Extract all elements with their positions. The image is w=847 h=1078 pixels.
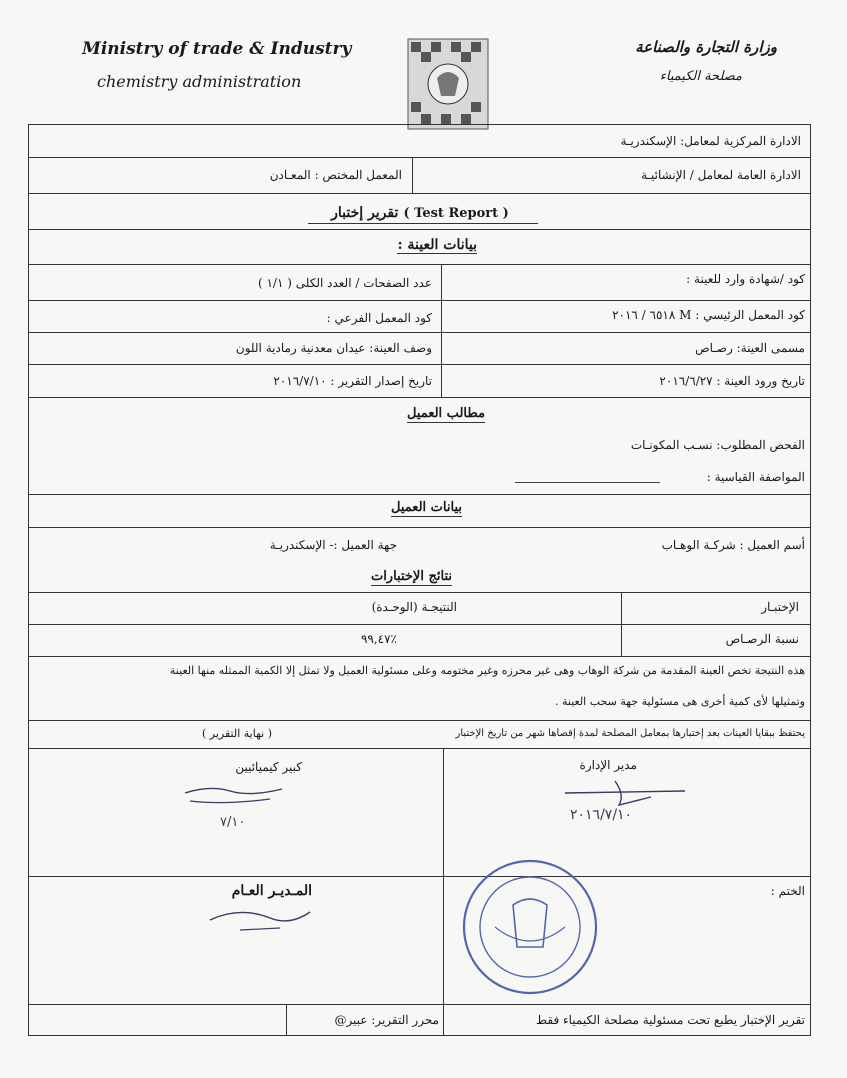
results-test-value: ٪٩٩,٤٧ [360,632,397,646]
results-test-name: نسبة الرصـاص [725,632,799,646]
test-results-heading: نتائج الإختبارات [370,569,452,584]
client-requests-heading: مطالب العميل [407,406,485,421]
general-manager-label: المـديـر العـام [231,883,312,899]
report-title [300,202,540,221]
issue-date-field: تاريخ إصدار التقرير : ٢٠١٦/٧/١٠ [273,374,432,388]
admin-en: chemistry administration [97,72,302,91]
editor-field: محرر التقرير: عبير@ [334,1013,439,1027]
sample-name-field: مسمى العينة: رصـاص [695,341,805,355]
report-title-ar: تقرير إختبار [331,205,399,221]
central-admin-field: الادارة المركزية لمعامل: الإسكندريـة [620,134,801,148]
required-exam-field: الفحص المطلوب: نسـب المكونـات [630,438,805,452]
note-line-1: هذه النتيجة تخص العينة المقدمة من شركة الوهاب وهى غير محرزه وغير مختومه وعلى مسئولية العميل ولا تمثل إلا الكمية الممثله منها العينة [169,664,805,677]
end-of-report: ( نهاية التقرير ) [201,727,272,740]
sample-code-field: كود /شهادة وارد للعينة : [686,272,805,286]
admin-ar: مصلحة الكيمياء [659,69,742,84]
admin-manager-signature [555,775,695,835]
printed-note: تقرير الإختبار يطبع تحت مسئولية مصلحة الكيمياء فقط [536,1013,805,1027]
pages-field: عدد الصفحات / العدد الكلى ( ١/١ ) [257,276,432,290]
admin-manager-sig-date: ٢٠١٦/٧/١٠ [570,807,633,823]
sample-desc-field: وصف العينة: عيدان معدنية رمادية اللون [235,341,432,355]
general-admin-field: الادارة العامة لمعامل / الإنشائيـة [641,168,801,182]
sub-lab-code-field: كود المعمل الفرعي : [326,311,432,325]
lab-field: المعمل المختص : المعـادن [269,168,402,182]
arrival-date-field: تاريخ ورود العينة : ٢٠١٦/٦/٢٧ [659,374,805,388]
report-title-en: ( Test Report ) [403,206,509,221]
client-data-heading: بيانات العميل [391,500,462,515]
ministry-logo [407,38,489,130]
client-entity-field: جهة العميل :- الإسكندريـة [269,538,397,552]
main-lab-code-field: كود المعمل الرئيسي : M ٦٥١٨ / ٢٠١٦ [612,308,805,322]
retention-note: يحتفظ ببقايا العينات بعد إختبارها بمعامل المصلحة لمدة إقصاها شهر من تاريخ الإختبار [455,728,805,739]
official-seal-stamp [455,855,605,1000]
general-manager-signature [200,900,320,950]
chief-chemist-label: كبير كيميائيين [235,760,302,774]
ministry-ar: وزارة التجارة والصناعة [635,38,777,56]
chief-chemist-sig-date: ٧/١٠ [220,815,246,830]
admin-manager-label: مدير الإدارة [579,758,637,772]
results-col-test: الإختبـار [761,600,799,614]
sample-data-heading: بيانات العينة : [397,237,477,253]
ministry-en: Ministry of trade & Industry [82,39,352,59]
standard-spec-field: المواصفة القياسية : [706,470,805,484]
seal-label: الختم : [770,884,805,898]
note-line-2: وتمثيلها لأى كمية أخرى هى مسئولية جهة سحب العينة . [554,695,805,708]
results-col-result: النتيجـة (الوحـدة) [371,600,457,614]
client-name-field: أسم العميل : شركـة الوهـاب [661,538,805,552]
